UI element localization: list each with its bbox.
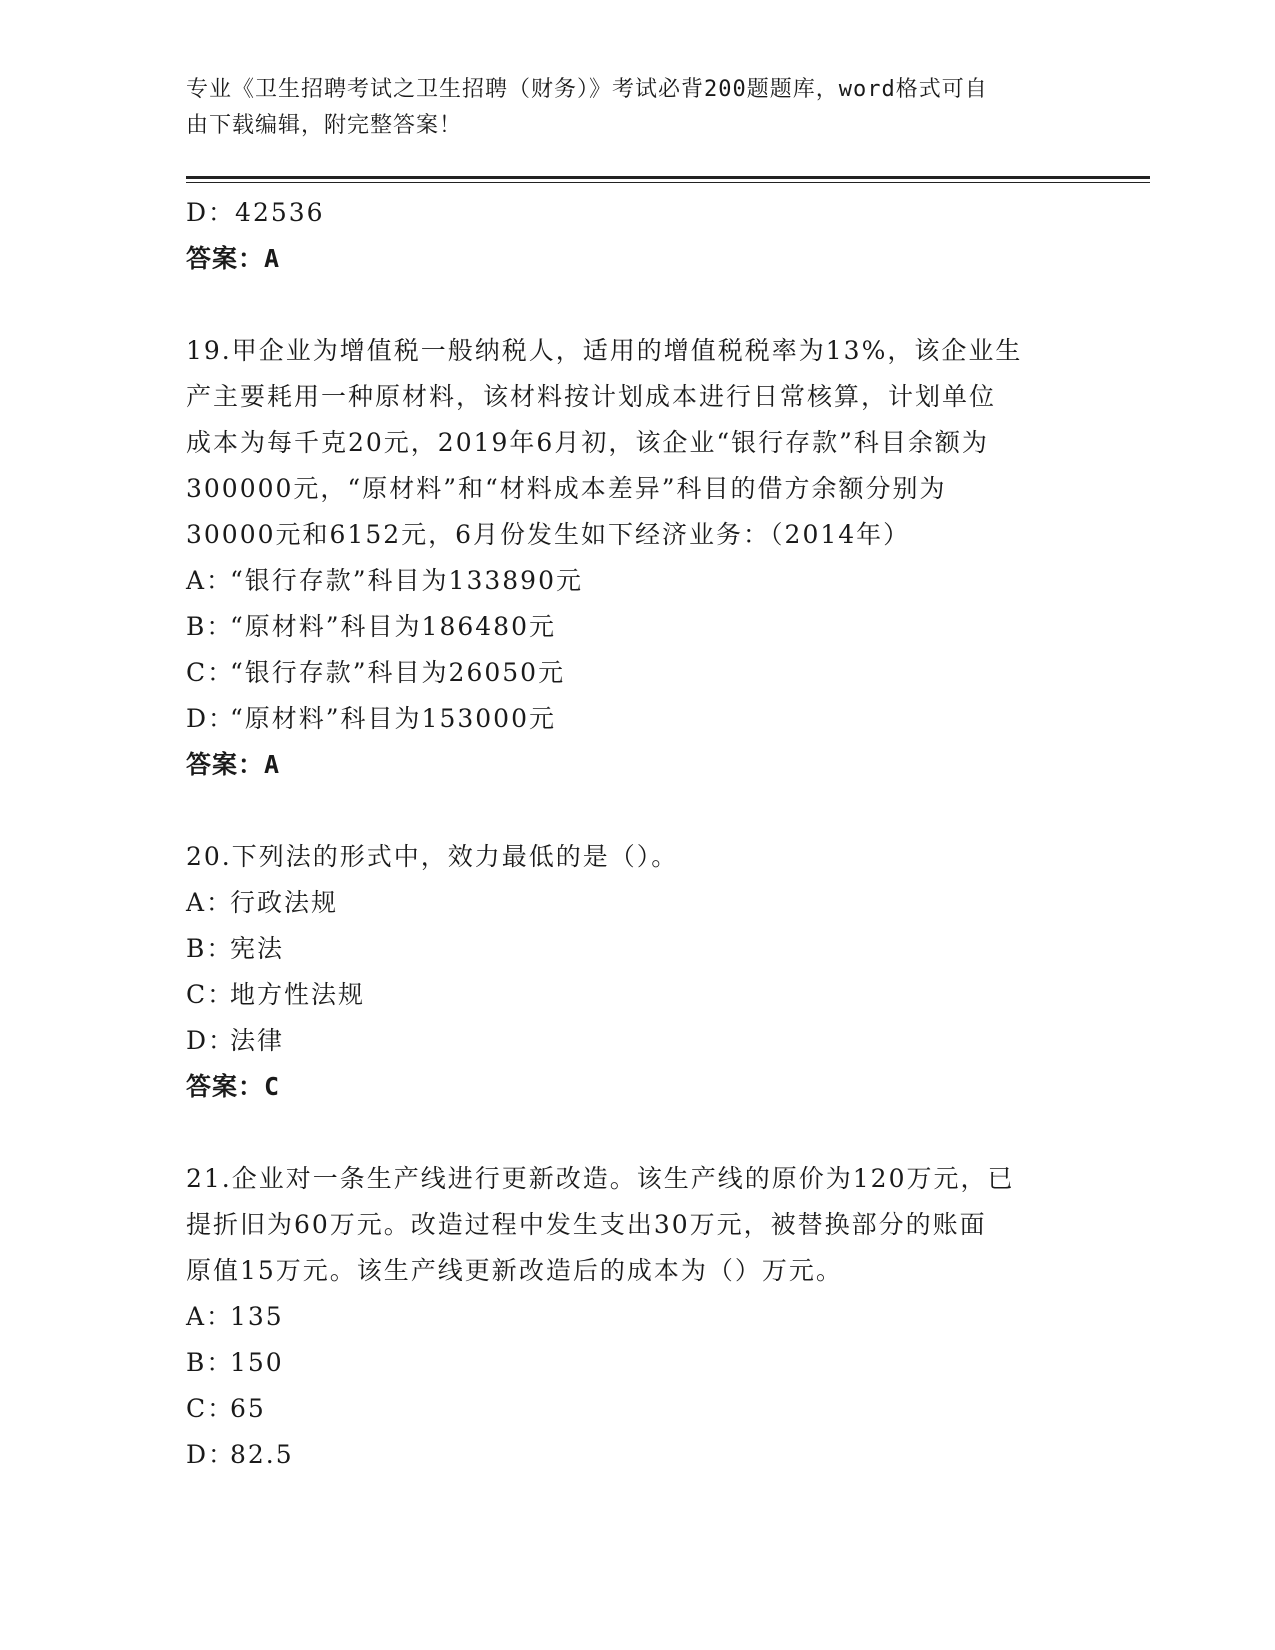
option-b: B：宪法 bbox=[186, 934, 285, 963]
spacer bbox=[186, 788, 1086, 834]
question-block bbox=[186, 834, 1086, 1110]
answer-line: 答案：C bbox=[186, 1072, 281, 1101]
spacer bbox=[186, 1110, 1086, 1156]
header-divider bbox=[186, 176, 1150, 179]
question-block bbox=[186, 1156, 1086, 1478]
header-line: 由下载编辑，附完整答案！ bbox=[186, 113, 463, 138]
question-text-line: 产主要耗用一种原材料，该材料按计划成本进行日常核算，计划单位 bbox=[186, 382, 997, 411]
option-d: D：42536 bbox=[186, 198, 325, 227]
option-a: A：135 bbox=[186, 1302, 284, 1331]
question-block bbox=[186, 328, 1086, 788]
answer-line: 答案：A bbox=[186, 244, 281, 273]
option-d: D：“原材料”科目为153000元 bbox=[186, 704, 556, 733]
header-divider-thin bbox=[186, 182, 1150, 183]
question-text-line: 21.企业对一条生产线进行更新改造。该生产线的原价为120万元，已 bbox=[186, 1164, 1015, 1193]
question-text-line: 30000元和6152元，6月份发生如下经济业务：（2014年） bbox=[186, 520, 911, 549]
question-text-line: 成本为每千克20元，2019年6月初，该企业“银行存款”科目余额为 bbox=[186, 428, 989, 457]
header-line: 专业《卫生招聘考试之卫生招聘（财务）》考试必背200题题库，word格式可自 bbox=[186, 77, 988, 102]
option-d: D：法律 bbox=[186, 1026, 285, 1055]
option-b: B：“原材料”科目为186480元 bbox=[186, 612, 556, 641]
option-d: D：82.5 bbox=[186, 1440, 294, 1469]
spacer bbox=[186, 282, 1086, 328]
option-b: B：150 bbox=[186, 1348, 284, 1377]
question-text-line: 提折旧为60万元。改造过程中发生支出30万元，被替换部分的账面 bbox=[186, 1210, 987, 1239]
option-a: A：行政法规 bbox=[186, 888, 339, 917]
question-text-line: 300000元，“原材料”和“材料成本差异”科目的借方余额分别为 bbox=[186, 474, 947, 503]
option-c: C：65 bbox=[186, 1394, 266, 1423]
option-c: C：地方性法规 bbox=[186, 980, 366, 1009]
document-body bbox=[186, 190, 1086, 1478]
question-text-line: 19.甲企业为增值税一般纳税人，适用的增值税税率为13%，该企业生 bbox=[186, 336, 1023, 365]
option-a: A：“银行存款”科目为133890元 bbox=[186, 566, 583, 595]
question-text-line: 20.下列法的形式中，效力最低的是（）。 bbox=[186, 842, 679, 871]
option-c: C：“银行存款”科目为26050元 bbox=[186, 658, 566, 687]
page-header bbox=[186, 72, 1056, 144]
answer-line: 答案：A bbox=[186, 750, 281, 779]
question-text-line: 原值15万元。该生产线更新改造后的成本为（）万元。 bbox=[186, 1256, 843, 1285]
